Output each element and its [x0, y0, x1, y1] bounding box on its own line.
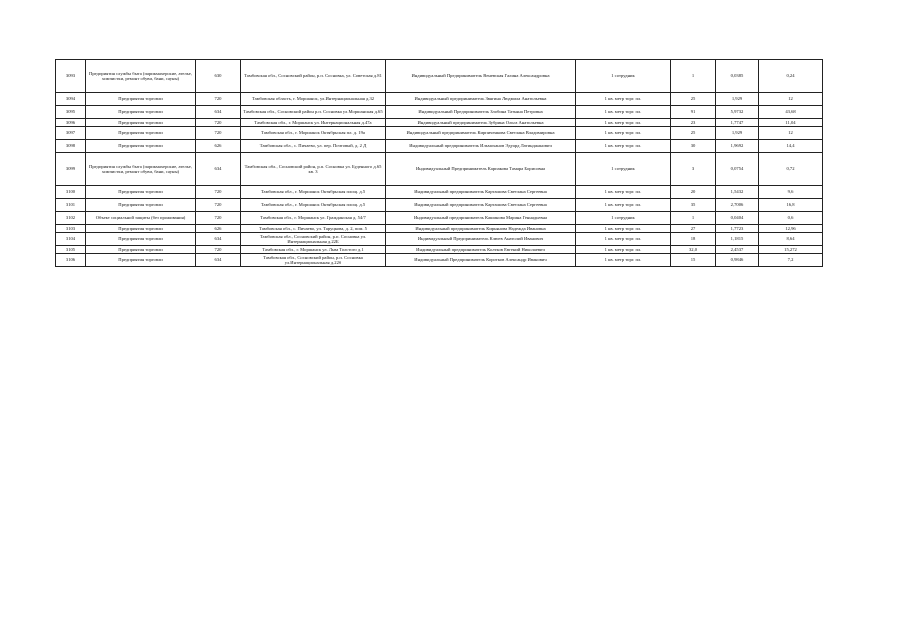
cell-type: Объект социальной защиты (без проживания): [86, 212, 196, 225]
cell-norm: 0,9846: [716, 254, 759, 267]
cell-norm: 1,9692: [716, 140, 759, 153]
cell-volume: 0,24: [759, 60, 823, 93]
table-row: [56, 106, 823, 119]
cell-address: Тамбовская обл., Сосновский район р.п. Сосновка ул.Моршанская д.65: [241, 106, 386, 119]
cell-norm: 0,0754: [716, 153, 759, 186]
cell-owner: Индивидуальный предприниматель Карташова Светлана Сергеевна: [386, 199, 576, 212]
cell-address: Тамбовская обл., г. Моршанск ул. Интернациональная д.47а: [241, 119, 386, 127]
cell-owner: Индивидуальный Предприниматель Веневская Галина Александровна: [386, 60, 576, 93]
cell-unit: 1 кв. метр торг. пл.: [576, 254, 671, 267]
cell-id: 3094: [56, 93, 86, 106]
cell-id: 3100: [56, 186, 86, 199]
cell-qty: 35: [671, 199, 716, 212]
cell-norm: 1,1815: [716, 233, 759, 246]
cell-type: Предприятия торговли: [86, 119, 196, 127]
cell-owner: Индивидуальный Предприниматель Злобина Татьяна Петровна: [386, 106, 576, 119]
table-row: [56, 153, 823, 186]
cell-unit: 1 кв. метр торг. пл.: [576, 93, 671, 106]
cell-qty: 1: [671, 60, 716, 93]
table-row: [56, 60, 823, 93]
cell-norm: 1,929: [716, 93, 759, 106]
cell-volume: 9,6: [759, 186, 823, 199]
cell-norm: 1,7747: [716, 119, 759, 127]
cell-code: 634: [196, 254, 241, 267]
cell-owner: Индивидуальный предприниматель Звягина Людмила Анатольевна: [386, 93, 576, 106]
cell-id: 3099: [56, 153, 86, 186]
cell-volume: 43,68: [759, 106, 823, 119]
cell-qty: 15: [671, 254, 716, 267]
cell-code: 634: [196, 233, 241, 246]
cell-qty: 30: [671, 140, 716, 153]
cell-address: Тамбовская обл., с. Пичаево, ул. пер. Почтовый, д. 2 Д: [241, 140, 386, 153]
cell-unit: 1 кв. метр торг. пл.: [576, 127, 671, 140]
cell-address: Тамбовская обл., с. Пичаево, ул. Таруцкова, д. 2, пом. 5: [241, 225, 386, 233]
cell-norm: 5,9732: [716, 106, 759, 119]
cell-qty: 91: [671, 106, 716, 119]
cell-unit: 1 кв. метр торг. пл.: [576, 233, 671, 246]
cell-norm: 1,5432: [716, 186, 759, 199]
cell-address: Тамбовская обл., г. Моршанск Октябрьская пл. д. 19а: [241, 127, 386, 140]
table-row: [56, 233, 823, 246]
cell-owner: Индивидуальный предприниматель Кирпиченкова Светлана Владимировна: [386, 127, 576, 140]
cell-volume: 16,8: [759, 199, 823, 212]
cell-volume: 11,04: [759, 119, 823, 127]
cell-norm: 2,7006: [716, 199, 759, 212]
cell-qty: 20: [671, 186, 716, 199]
registry-rows: [56, 60, 823, 267]
table-row: [56, 127, 823, 140]
cell-address: Тамбовская обл., Сосновский район, р.п. Сосновка ул.Интернациональная д.22б: [241, 254, 386, 267]
cell-code: 720: [196, 186, 241, 199]
cell-owner: Индивидуальный предприниматель Ильмоханов Эдуард Латинджанович: [386, 140, 576, 153]
cell-volume: 12: [759, 93, 823, 106]
cell-type: Предприятия торговли: [86, 186, 196, 199]
cell-qty: 25: [671, 93, 716, 106]
cell-volume: 12: [759, 127, 823, 140]
cell-id: 3093: [56, 60, 86, 93]
cell-address: Тамбовская обл., г. Моршанск Октябрьская площ. д.5: [241, 186, 386, 199]
cell-address: Тамбовская обл., г. Моршанск ул. Льва Толстого д.1: [241, 246, 386, 254]
cell-type: Предприятия торговли: [86, 254, 196, 267]
cell-id: 3106: [56, 254, 86, 267]
cell-unit: 1 сотрудник: [576, 153, 671, 186]
cell-owner: Индивидуальный Предприниматель Коротков Александр Иванович: [386, 254, 576, 267]
table-row: [56, 93, 823, 106]
table-row: [56, 140, 823, 153]
cell-code: 720: [196, 246, 241, 254]
table-row: [56, 186, 823, 199]
cell-owner: Индивидуальный предприниматель Карташова Светлана Сергеевна: [386, 186, 576, 199]
cell-qty: 1: [671, 212, 716, 225]
cell-volume: 0,72: [759, 153, 823, 186]
cell-qty: 25: [671, 127, 716, 140]
cell-id: 3102: [56, 212, 86, 225]
cell-type: Предприятия торговли: [86, 140, 196, 153]
cell-owner: Индивидуальный Предприниматель Карпакова Тамара Борисовна: [386, 153, 576, 186]
cell-address: Тамбовская обл., Сосновский район, р.п. Сосновка ул. Интернациональная д.22Б: [241, 233, 386, 246]
cell-type: Предприятия торговли: [86, 199, 196, 212]
cell-code: 720: [196, 93, 241, 106]
cell-owner: Индивидуальный Предприниматель Клюев Анатолий Иванович: [386, 233, 576, 246]
cell-norm: 1,929: [716, 127, 759, 140]
cell-type: Предприятия торговли: [86, 246, 196, 254]
cell-type: Предприятия торговли: [86, 127, 196, 140]
table-row: [56, 199, 823, 212]
cell-address: Тамбовская обл., Сосновский район, р.п. Сосновка, ул. Советская д.81: [241, 60, 386, 93]
cell-code: 720: [196, 127, 241, 140]
cell-code: 634: [196, 106, 241, 119]
cell-owner: Индивидуальный предприниматель Кирьянова Надежда Ивановна: [386, 225, 576, 233]
table-row: [56, 212, 823, 225]
cell-unit: 1 кв. метр торг. пл.: [576, 225, 671, 233]
cell-code: 626: [196, 225, 241, 233]
cell-id: 3097: [56, 127, 86, 140]
cell-code: 630: [196, 60, 241, 93]
cell-type: Предприятия службы быта (парикмахерские, ателье, химчистки, ремонт обуви, бани, сауны): [86, 153, 196, 186]
cell-code: 634: [196, 153, 241, 186]
cell-type: Предприятия торговли: [86, 225, 196, 233]
cell-type: Предприятия торговли: [86, 233, 196, 246]
cell-id: 3101: [56, 199, 86, 212]
cell-qty: 32,0: [671, 246, 716, 254]
cell-id: 3105: [56, 246, 86, 254]
cell-type: Предприятия службы быта (парикмахерские, ателье, химчистки, ремонт обуви, бани, сауны): [86, 60, 196, 93]
table-row: [56, 225, 823, 233]
cell-qty: 27: [671, 225, 716, 233]
cell-id: 3098: [56, 140, 86, 153]
cell-code: 720: [196, 199, 241, 212]
cell-unit: 1 сотрудник: [576, 60, 671, 93]
table-row: [56, 119, 823, 127]
cell-address: Тамбовская область, г. Моршанск, ул.Интернациональная д.32: [241, 93, 386, 106]
cell-volume: 8,64: [759, 233, 823, 246]
cell-unit: 1 кв. метр торг. пл.: [576, 246, 671, 254]
cell-code: 720: [196, 212, 241, 225]
cell-unit: 1 кв. метр торг. пл.: [576, 140, 671, 153]
cell-volume: 0,6: [759, 212, 823, 225]
cell-qty: 3: [671, 153, 716, 186]
cell-volume: 12,96: [759, 225, 823, 233]
cell-qty: 18: [671, 233, 716, 246]
cell-address: Тамбовская обл., г. Моршанск Октябрьская площ. д.5: [241, 199, 386, 212]
cell-code: 720: [196, 119, 241, 127]
cell-owner: Индивидуальный предприниматель Кашинова Марина Геннадьевна: [386, 212, 576, 225]
cell-address: Тамбовская обл., Сосновский район, р.п. Сосновка ул. Буденного д.65 кв. 3: [241, 153, 386, 186]
registry-table: [55, 59, 823, 267]
cell-unit: 1 кв. метр торг. пл.: [576, 199, 671, 212]
cell-volume: 14,4: [759, 140, 823, 153]
cell-id: 3095: [56, 106, 86, 119]
cell-volume: 15,272: [759, 246, 823, 254]
cell-address: Тамбовская обл., г. Моршанск ул. Гражданская д. 54/7: [241, 212, 386, 225]
cell-qty: 23: [671, 119, 716, 127]
cell-volume: 7,2: [759, 254, 823, 267]
table-row: [56, 254, 823, 267]
cell-unit: 1 кв. метр торг. пл.: [576, 186, 671, 199]
cell-norm: 1,7723: [716, 225, 759, 233]
cell-owner: Индивидуальный предприниматель Колтков Евгений Николаевич: [386, 246, 576, 254]
cell-type: Предприятия торговли: [86, 106, 196, 119]
cell-norm: 2,4537: [716, 246, 759, 254]
cell-unit: 1 кв. метр торг. пл.: [576, 119, 671, 127]
cell-unit: 1 кв. метр торг. пл.: [576, 106, 671, 119]
cell-id: 3096: [56, 119, 86, 127]
cell-id: 3104: [56, 233, 86, 246]
cell-id: 3103: [56, 225, 86, 233]
cell-code: 626: [196, 140, 241, 153]
table-row: [56, 246, 823, 254]
cell-norm: 0,0404: [716, 212, 759, 225]
cell-owner: Индивидуальный предприниматель Зубрина Ольга Анатольевна: [386, 119, 576, 127]
cell-unit: 1 сотрудник: [576, 212, 671, 225]
cell-norm: 0,0385: [716, 60, 759, 93]
cell-type: Предприятия торговли: [86, 93, 196, 106]
